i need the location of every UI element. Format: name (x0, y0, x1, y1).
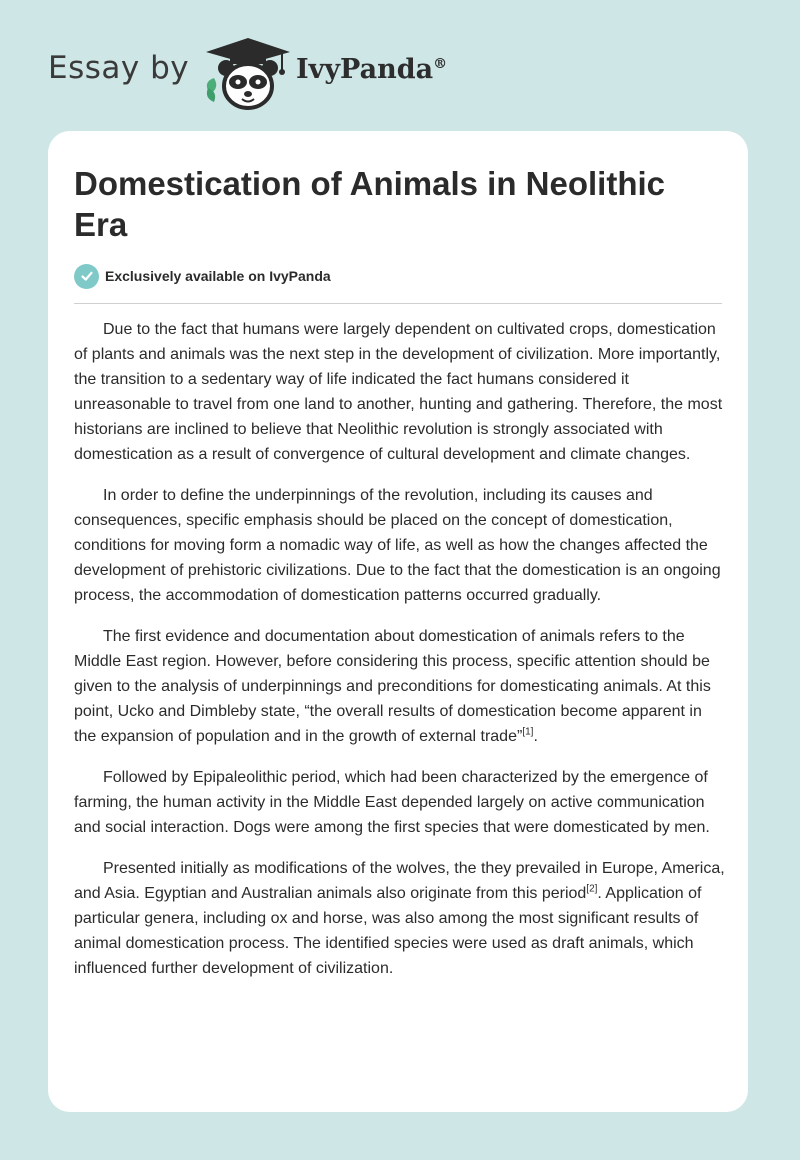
exclusive-badge (74, 263, 331, 289)
paragraph (74, 483, 728, 608)
paragraph-text-end: . Application of particular genera, including ox and horse, was also among the most significant results of animal domestication process. The identified species were used as draft animals, which influenced further development of civilization. (74, 885, 702, 977)
brand-name: IvyPanda (296, 54, 434, 85)
footnote-ref-1[interactable]: [1] (522, 726, 534, 738)
exclusive-badge-label: Exclusively available on IvyPanda (105, 268, 331, 284)
paragraph-text: The first evidence and documentation about domestication of animals refers to the Middle East region. However, before considering this process, specific attention should be given to the analysis of underpinnings and preconditions for domesticating animals. At this point, Ucko and Dimbleby state, “the overall results of domestication become apparent in the expansion of population and in the growth of external trade” (74, 628, 711, 745)
paragraph-text: Due to the fact that humans were largely dependent on cultivated crops, domestication of plants and animals was the next step in the development of civilization. More importantly, the transition to a sedentary way of life indicated the fact humans considered it unreasonable to travel from one land to another, hunting and gathering. Therefore, the most historians are inclined to believe that Neolithic revolution is strongly associated with domestication as a result of convergence of cultural development and climate changes. (74, 321, 723, 463)
paragraph (74, 765, 728, 840)
divider (74, 303, 722, 304)
page-title: Domestication of Animals in Neolithic Era (74, 165, 666, 243)
paragraph (74, 624, 728, 749)
footnote-ref-2[interactable]: [2] (586, 883, 598, 895)
site-header (48, 32, 752, 112)
panda-graduate-icon (200, 32, 296, 112)
paragraph-text: In order to define the underpinnings of the revolution, including its causes and consequences, specific emphasis should be placed on the concept of domestication, conditions for moving form a nomadic way of life, as well as how the changes affected the development of prehistoric civilizations. Due to the fact that the domestication is an ongoing process, the accommodation of domestication patterns occurred gradually. (74, 487, 721, 604)
paragraph (74, 856, 728, 981)
paragraph (74, 317, 728, 467)
essay-by-label: Essay by (48, 50, 190, 86)
check-icon (74, 264, 99, 289)
paragraph-text: Followed by Epipaleolithic period, which had been characterized by the emergence of farming, the human activity in the Middle East depended largely on active communication and social interaction. Dogs were among the first species that were domesticated by men. (74, 769, 710, 836)
brand-logo-text[interactable] (296, 54, 447, 85)
paragraph-text-end: . (533, 728, 538, 745)
paragraph-text: Presented initially as modifications of the wolves, the they prevailed in Europe, America, and Asia. Egyptian and Australian animals also originate from this period (74, 860, 725, 902)
trademark-symbol: ® (433, 56, 448, 72)
essay-body (74, 317, 728, 997)
essay-card (48, 131, 748, 1112)
